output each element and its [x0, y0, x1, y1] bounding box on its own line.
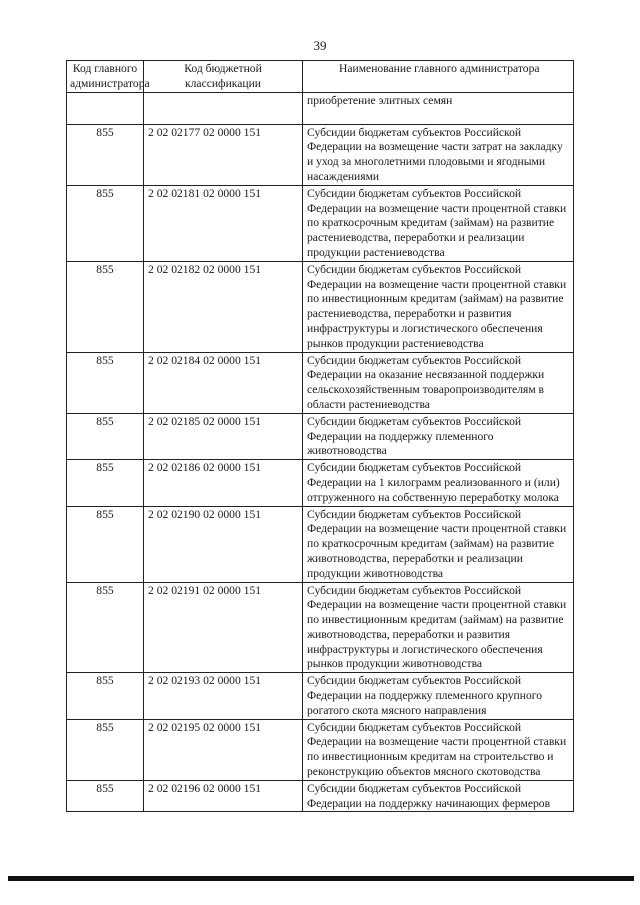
table-row: [67, 261, 574, 352]
bottom-border-bar: [8, 876, 634, 881]
cell-admin-name: Субсидии бюджетам субъектов Российской Федерации на 1 килограмм реализованного и (или) отгруженного на собственную переработку молока: [303, 460, 574, 506]
table-row: [67, 185, 574, 261]
cell-budget-code: 2 02 02182 02 0000 151: [144, 261, 303, 352]
table-row: [67, 506, 574, 582]
cell-admin-code: 855: [67, 506, 144, 582]
table-row: [67, 673, 574, 719]
cell-admin-code: 855: [67, 124, 144, 185]
cell-budget-code: 2 02 02184 02 0000 151: [144, 352, 303, 413]
cell-admin-name: Субсидии бюджетам субъектов Российской Федерации на поддержку племенного крупного рогатого скота мясного направления: [303, 673, 574, 719]
cell-admin-code: 855: [67, 261, 144, 352]
cell-admin-name: Субсидии бюджетам субъектов Российской Федерации на возмещение части процентной ставки по инвестиционным кредитам (займам) на развитие животноводства, переработки и развития инфраструктуры и логистического обеспечения рынков продукции животноводства: [303, 582, 574, 673]
cell-budget-code: [144, 92, 303, 124]
table-body: [67, 92, 574, 812]
table-row-continuation: [67, 92, 574, 124]
cell-admin-name: Субсидии бюджетам субъектов Российской Федерации на возмещение части процентной ставки по краткосрочным кредитам (займам) на развитие растениеводства, переработки и реализации продукции растениеводства: [303, 185, 574, 261]
cell-budget-code: 2 02 02193 02 0000 151: [144, 673, 303, 719]
table-row: [67, 582, 574, 673]
cell-budget-code: 2 02 02191 02 0000 151: [144, 582, 303, 673]
budget-classification-table: [66, 60, 574, 812]
cell-admin-code: 855: [67, 719, 144, 780]
table-row: [67, 352, 574, 413]
cell-budget-code: 2 02 02190 02 0000 151: [144, 506, 303, 582]
cell-admin-code: 855: [67, 780, 144, 812]
table-row: [67, 413, 574, 459]
table-row: [67, 780, 574, 812]
cell-admin-name: приобретение элитных семян: [303, 92, 574, 124]
page-number: 39: [313, 38, 327, 53]
cell-admin-name: Субсидии бюджетам субъектов Российской Федерации на возмещение части процентной ставки по инвестиционным кредитам (займам) на развитие растениеводства, переработки и развития инфраструктуры и логистического обеспечения рынков продукции растениеводства: [303, 261, 574, 352]
header-admin-name: Наименование главного администратора: [303, 61, 574, 93]
cell-admin-name: Субсидии бюджетам субъектов Российской Федерации на оказание несвязанной поддержки сельскохозяйственным товаропроизводителям в области растениеводства: [303, 352, 574, 413]
cell-budget-code: 2 02 02177 02 0000 151: [144, 124, 303, 185]
table-header-row: [67, 61, 574, 93]
cell-admin-code: 855: [67, 352, 144, 413]
header-budget-code: Код бюджетной классификации: [144, 61, 303, 93]
cell-admin-code: 855: [67, 673, 144, 719]
table-row: [67, 124, 574, 185]
cell-admin-code: 855: [67, 185, 144, 261]
cell-admin-code: 855: [67, 582, 144, 673]
cell-admin-name: Субсидии бюджетам субъектов Российской Федерации на возмещение части процентной ставки по краткосрочным кредитам (займам) на развитие животноводства, переработки и реализации продукции животноводства: [303, 506, 574, 582]
cell-budget-code: 2 02 02195 02 0000 151: [144, 719, 303, 780]
cell-admin-code: 855: [67, 413, 144, 459]
cell-budget-code: 2 02 02186 02 0000 151: [144, 460, 303, 506]
cell-admin-name: Субсидии бюджетам субъектов Российской Федерации на возмещение части процентной ставки по инвестиционным кредитам на строительство и реконструкцию объектов мясного скотоводства: [303, 719, 574, 780]
cell-budget-code: 2 02 02181 02 0000 151: [144, 185, 303, 261]
cell-admin-name: Субсидии бюджетам субъектов Российской Федерации на поддержку племенного животноводства: [303, 413, 574, 459]
table-row: [67, 460, 574, 506]
cell-budget-code: 2 02 02196 02 0000 151: [144, 780, 303, 812]
cell-admin-name: Субсидии бюджетам субъектов Российской Федерации на поддержку начинающих фермеров: [303, 780, 574, 812]
cell-budget-code: 2 02 02185 02 0000 151: [144, 413, 303, 459]
header-admin-code: Код главного администратора: [67, 61, 144, 93]
table-row: [67, 719, 574, 780]
cell-admin-code: [67, 92, 144, 124]
cell-admin-name: Субсидии бюджетам субъектов Российской Федерации на возмещение части затрат на закладку и уход за многолетними плодовыми и ягодными насаждениями: [303, 124, 574, 185]
cell-admin-code: 855: [67, 460, 144, 506]
